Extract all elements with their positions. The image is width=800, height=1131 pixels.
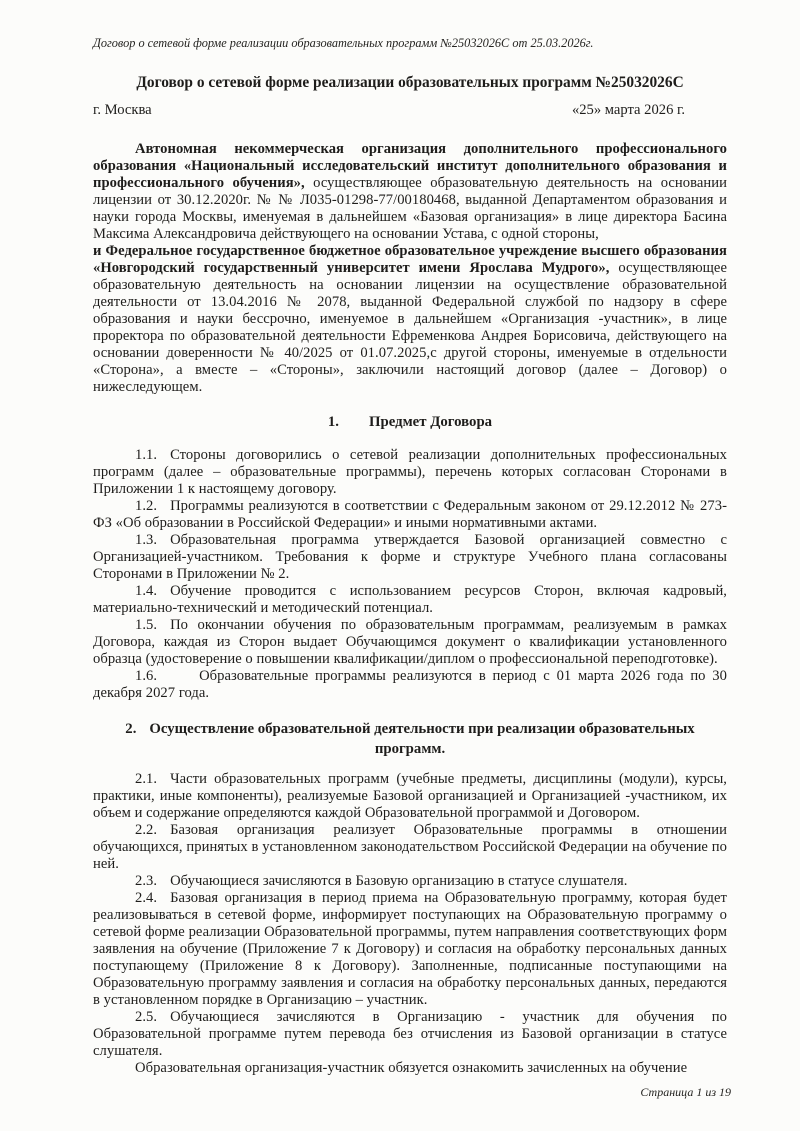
clause-2-2 — [93, 822, 727, 873]
clause-text: По окончании обучения по образовательным программам, реализуемым в рамках Договора, каждая из Сторон выдает Обучающимся документ о квалификации установленного образца (удостоверение о повышении квалификации/диплом о профессиональной переподготовке). — [93, 617, 727, 667]
preamble-paragraph-party-2 — [93, 243, 727, 396]
clause-number: 1.6. — [135, 668, 158, 684]
clause-text: Программы реализуются в соответствии с Федеральным законом от 29.12.2012 № 273-ФЗ «Об образовании в Российской Федерации» и иными нормативными актами. — [93, 498, 727, 531]
clause-1-6 — [93, 668, 727, 702]
clause-2-5 — [93, 1009, 727, 1060]
section-2-closing-paragraph: Образовательная организация-участник обязуется ознакомить зачисленных на обучение — [135, 1060, 688, 1076]
clause-number: 2.5. — [135, 1009, 158, 1025]
clause-1-1 — [93, 447, 727, 498]
running-header: Договор о сетевой форме реализации образовательных программ №25032026С от 25.03.2026г. — [93, 36, 594, 50]
clause-text: Обучение проводится с использованием ресурсов Сторон, включая кадровый, материально-технический и методический потенциал. — [93, 583, 727, 616]
preamble — [93, 141, 727, 396]
clause-1-5 — [93, 617, 727, 668]
clause-text: Стороны договорились о сетевой реализации дополнительных профессиональных программ (далее – образовательные программы), перечень которых согласован Сторонами в Приложении 1 к настоящему договору. — [93, 447, 727, 497]
party-1-details: осуществляющее образовательную деятельность на основании лицензии от 30.12.2020г. № № Л035-01298-77/00180468, выданной Департаментом образования и науки города Москвы, именуемая в дальнейшем «Базовая организация» в лице директора Басина Максима Александровича действующего на основании Устава, с одной стороны, — [93, 175, 727, 242]
clause-number: 1.2. — [135, 498, 158, 514]
clause-text: Образовательные программы реализуются в период с 01 марта 2026 года по 30 декабря 2027 года. — [93, 668, 727, 701]
clause-number: 1.5. — [135, 617, 158, 633]
clause-1-4 — [93, 583, 727, 617]
page-number-footer: Страница 1 из 19 — [640, 1085, 731, 1099]
clause-2-1 — [93, 771, 727, 822]
place-date-row — [93, 101, 727, 119]
clause-number: 2.4. — [135, 890, 158, 906]
party-1-name: Автономная некоммерческая организация дополнительного профессионального образования «Национальный исследовательский институт дополнительного образования и профессионального обучения», — [93, 141, 727, 191]
section-1-heading — [93, 412, 727, 432]
clause-number: 2.2. — [135, 822, 158, 838]
clause-text: Базовая организация в период приема на Образовательную программу, которая будет реализовываться в сетевой форме, информирует поступающих на Образовательную программу о сетевой форме реализации Образовательной программы, путем направления соответствующих форм заявления на обучение (Приложение 7 к Договору) и согласия на обработку персональных данных поступающему (Приложение 8 к Договору). Заполненные, подписанные поступающими на Образовательную программу заявления и согласия на обработку персональных данных, передаются в установленном порядке в Организацию – участник. — [93, 890, 727, 1008]
clause-number: 1.4. — [135, 583, 158, 599]
preamble-paragraph-party-1 — [93, 141, 727, 243]
section-1-title: Предмет Договора — [369, 414, 493, 430]
clause-1-3 — [93, 532, 727, 583]
section-2-number: 2. — [125, 721, 137, 737]
section-2-heading — [93, 719, 727, 759]
date-label: «25» марта 2026 г. — [571, 102, 685, 118]
section-1-number: 1. — [327, 414, 339, 430]
clause-number: 1.3. — [135, 532, 158, 548]
clause-text: Части образовательных программ (учебные предметы, дисциплины (модули), курсы, практики, иные компоненты), реализуемые Базовой организацией и Организацией -участником, их объем и содержание определяются каждой Образовательной программой и Договором. — [93, 771, 727, 821]
party-2-details: осуществляющее образовательную деятельность на основании лицензии на осуществление образовательной деятельности от 13.04.2016 № 2078, выданной Федеральной службой по надзору в сфере образования и науки бессрочно, именуемое в дальнейшем «Организация -участник», в лице проректора по образовательной деятельности Ефременкова Андрея Борисовича, действующего на основании доверенности № 40/2025 от 01.07.2025,с другой стороны, именуемые в отдельности «Сторона», а вместе – «Стороны», заключили настоящий договор (далее – Договор) о нижеследующем. — [93, 260, 727, 395]
clause-text: Обучающиеся зачисляются в Базовую организацию в статусе слушателя. — [170, 873, 628, 889]
section-2-title: Осуществление образовательной деятельности при реализации образовательных программ. — [149, 721, 695, 757]
clause-2-4 — [93, 890, 727, 1009]
clause-text: Базовая организация реализует Образовательные программы в отношении обучающихся, принятых в установленном законодательством Российской Федерации на обучение по ней. — [93, 822, 727, 872]
clause-2-3 — [93, 873, 727, 890]
place-label: г. Москва — [93, 102, 152, 118]
section-2-clauses — [93, 771, 727, 1077]
clause-number: 2.1. — [135, 771, 158, 787]
clause-number: 1.1. — [135, 447, 158, 463]
clause-text: Образовательная программа утверждается Базовой организацией совместно с Организацией-участником. Требования к форме и структуре Учебного плана согласованы Сторонами в Приложении № 2. — [93, 532, 727, 582]
page-title: Договор о сетевой форме реализации образовательных программ №25032026С — [136, 74, 684, 91]
clause-text: Обучающиеся зачисляются в Организацию - участник для обучения по Образовательной программе путем перевода без отчисления из Базовой организации в статусе слушателя. — [93, 1009, 727, 1059]
clause-1-2 — [93, 498, 727, 532]
section-1-clauses — [93, 447, 727, 702]
party-2-name: и Федеральное государственное бюджетное образовательное учреждение высшего образования «Новгородский государственный университет имени Ярослава Мудрого», — [93, 243, 727, 276]
clause-number: 2.3. — [135, 873, 158, 889]
